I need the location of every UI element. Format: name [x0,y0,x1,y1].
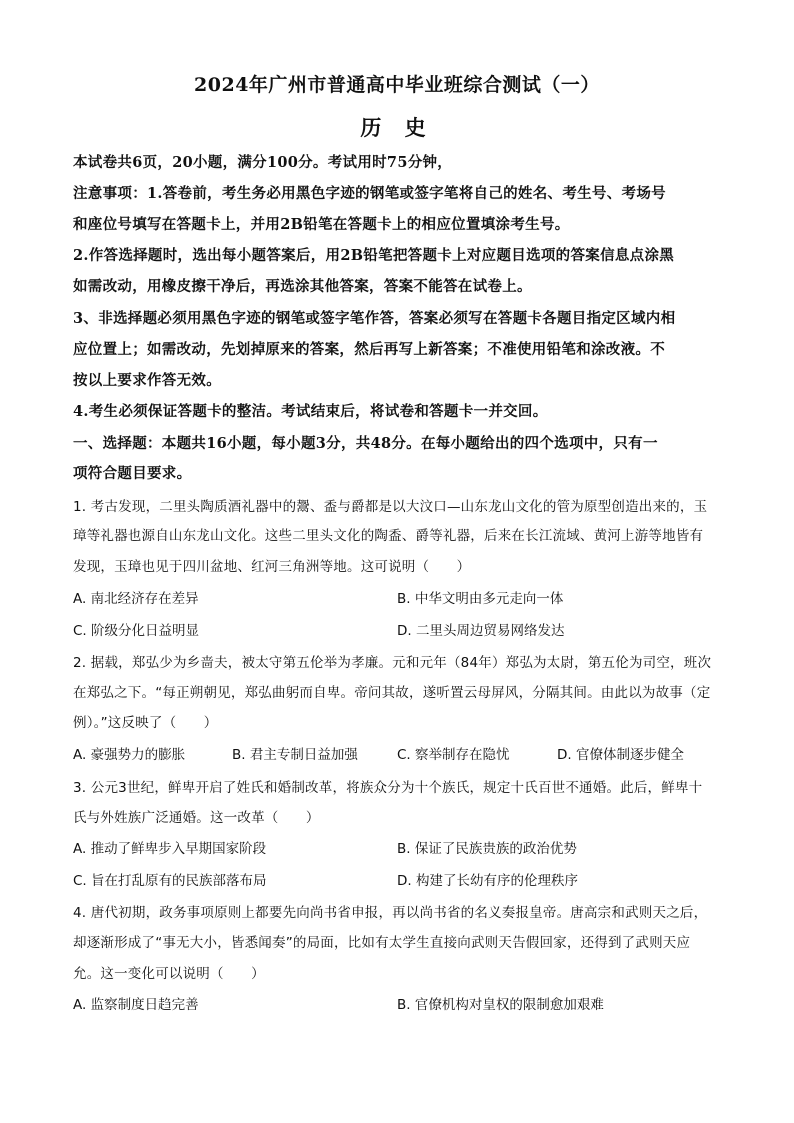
question-2-option-d: D. 官僚体制逐步健全 [557,747,684,763]
question-1-line: 发现，玉璋也见于四川盆地、红河三角洲等地。这可说明（ ） [73,559,471,575]
question-3-option-a: A. 推动了鲜卑步入早期国家阶段 [73,841,267,857]
question-1-option-c: C. 阶级分化日益明显 [73,623,200,639]
question-2-option-b: B. 君主专制日益加强 [232,747,358,763]
question-3-option-b: B. 保证了民族贵族的政治优势 [397,841,577,857]
question-2-option-a: A. 豪强势力的膨胀 [73,747,186,763]
section-heading: 项符合题目要求。 [73,465,192,482]
question-4-option-b: B. 官僚机构对皇权的限制愈加艰难 [397,997,604,1013]
question-3-line: 3. 公元3世纪，鲜卑开启了姓氏和婚制改革，将族众分为十个族氏，规定十氏百世不通婚。此后，鲜卑十 [73,780,703,796]
section-heading: 一、选择题：本题共16小题，每小题3分，共48分。在每小题给出的四个选项中，只有一 [73,435,658,452]
intro-line: 3、非选择题必须用黑色字迹的钢笔或签字笔作答，答案必须写在答题卡各题目指定区域内相 [73,310,676,327]
question-2-option-c: C. 察举制存在隐忧 [397,747,510,763]
question-1-line: 璋等礼器也源自山东龙山文化。这些二里头文化的陶盉、爵等礼器，后来在长江流域、黄河上游等地皆有 [73,528,704,544]
intro-line: 按以上要求作答无效。 [73,372,221,389]
question-1-option-d: D. 二里头周边贸易网络发达 [397,623,565,639]
intro-line: 应位置上；如需改动，先划掉原来的答案，然后再写上新答案；不准使用铅笔和涂改液。不 [73,341,665,358]
intro-line: 4.考生必须保证答题卡的整洁。考试结束后，将试卷和答题卡一并交回。 [73,403,548,420]
question-3-option-c: C. 旨在打乱原有的民族部落布局 [73,873,267,889]
intro-line: 和座位号填写在答题卡上，并用2B铅笔在答题卡上的相应位置填涂考生号。 [73,216,570,233]
question-2-line: 例）。”这反映了（ ） [73,715,218,731]
question-4-line: 允。这一变化可以说明（ ） [73,966,265,982]
intro-line: 如需改动，用橡皮擦干净后，再选涂其他答案，答案不能答在试卷上。 [73,278,532,295]
question-1-line: 1. 考古发现，二里头陶质酒礼器中的鬶、盉与爵都是以大汶口—山东龙山文化的管为原型创造出来的，玉 [73,499,708,515]
question-1-option-b: B. 中华文明由多元走向一体 [397,591,564,607]
question-2-line: 2. 据载，郑弘少为乡啬夫，被太守第五伦举为孝廉。元和元年（84年）郑弘为太尉，第五伦为司空，班次 [73,655,712,671]
question-3-line: 氏与外姓族广泛通婚。这一改革（ ） [73,810,320,826]
question-4-option-a: A. 监察制度日趋完善 [73,997,199,1013]
intro-line: 2.作答选择题时，选出每小题答案后，用2B铅笔把答题卡上对应题目选项的答案信息点涂黑 [73,247,675,264]
question-1-option-a: A. 南北经济存在差异 [73,591,199,607]
subject-heading: 历 史 [360,115,434,140]
intro-line: 注意事项：1.答卷前，考生务必用黑色字迹的钢笔或签字笔将自己的姓名、考生号、考场号 [73,185,666,202]
exam-title: 2024年广州市普通高中毕业班综合测试（一） [194,74,600,96]
intro-line: 本试卷共6页，20小题，满分100分。考试用时75分钟， [73,154,453,171]
question-2-line: 在郑弘之下。“每正朔朝见，郑弘曲躬而自卑。帝问其故，遂听置云母屏风，分隔其间。由此以为故事（定 [73,685,711,701]
question-3-option-d: D. 构建了长幼有序的伦理秩序 [397,873,578,889]
question-4-line: 却逐渐形成了“事无大小，皆悉闻奏”的局面，比如有太学生直接向武则天告假回家，还得到了武则天应 [73,935,691,951]
question-4-line: 4. 唐代初期，政务事项原则上都要先向尚书省申报，再以尚书省的名义奏报皇帝。唐高宗和武则天之后， [73,905,708,921]
